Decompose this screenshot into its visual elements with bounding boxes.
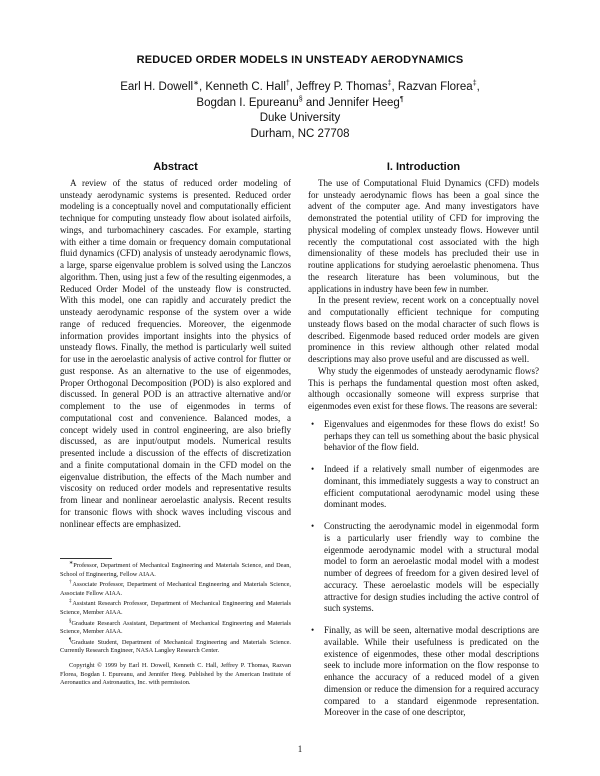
copyright-notice: Copyright © 1999 by Earl H. Dowell, Kenneth C. Hall, Jeffrey P. Thomas, Razvan Florea, Bogdan I. Epureanu, and Jennifer Heeg. Published by the American Institute of Aeronautics and Astronautics, Inc. with permission. [60,661,291,687]
intro-paragraph-2: In the present review, recent work on a conceptually novel and computationally efficient technique for computing unsteady flows based on the modal character of such flows is described. Eigenmode based reduced order models are given prominence in this review although other related modal descriptions may also prove useful and are discussed as well. [308,295,539,364]
footnote-2: †Associate Professor, Department of Mechanical Engineering and Materials Science, Associate Fellow AIAA. [60,580,292,597]
author-epureanu: Bogdan I. Epureanu [196,96,299,109]
author-mark: † [285,80,290,87]
author-hall: , Kenneth C. Hall [198,81,286,93]
footnote-5: ¶Graduate Student, Department of Mechanical Engineering and Materials Science. Currently Research Engineer, NASA Langley Research Center. [60,637,291,655]
author-block [0,80,600,142]
bullet-icon: • [311,464,315,474]
location: Durham, NC 27708 [250,127,350,140]
author-line-2 [0,96,600,112]
author-dowell: Earl H. Dowell [120,81,194,93]
footnote-4: §Graduate Research Assistant, Department of Mechanical Engineering and Materials Science, Member AIAA. [60,618,291,636]
affiliation: Duke University [259,112,341,124]
list-item: • Constructing the aerodynamic model in eigenmodal form is a particularly user friendly way to combine the eigenmode aerodynamic model with a structural modal model to form an aeroelastic modal model with a modest number of degrees of freedom for a given desired level of accuracy. These aeroelastic models will be especially attractive for design studies including the active control of such systems. [311,521,539,614]
bullet-icon: • [311,418,315,429]
bullet-icon: • [311,521,315,531]
right-column [308,162,539,729]
author-line-1: Earl H. Dowell∗, Kenneth C. Hall†, Jeffrey P. Thomas‡, Razvan Florea‡, [120,80,480,93]
author-mark: ∗ [193,80,199,87]
reasons-list [308,419,539,719]
footnote-3: ‡Assistant Research Professor, Department of Mechanical Engineering and Materials Science, Member AIAA. [60,599,292,616]
bullet-icon: • [311,625,315,635]
paper-title: REDUCED ORDER MODELS IN UNSTEADY AERODYNAMICS [136,54,464,66]
left-column [60,162,291,530]
footnote-rule [60,558,112,559]
abstract-text: A review of the status of reduced order modeling of unsteady aerodynamic systems is presented. Reduced order modeling is a conceptually novel and computationally efficient technique for computing unsteady flow about isolated airfoils, wings, and turbomachinery cascades. For example, starting with either a time domain or frequency domain computational fluid dynamics (CFD) analysis of unsteady aerodynamic flows, a large, sparse eigenvalue problem is solved using the Lanczos algorithm. Then, using just a few of the resulting eigenmodes, a Reduced Order Model of the unsteady flow is constructed. With this model, one can rapidly and accurately predict the unsteady aerodynamic response of the system over a wide range of reduced frequencies. Moreover, the eigenmode information provides important insights into the physics of unsteady flows. Finally, the method is particularly well suited for use in the aeroelastic analysis of active control for flutter or gust response. As an alternative to the use of eigenmodes, Proper Orthogonal Decomposition (POD) is also explored and discussed. In general POD is an attractive alternative and/or complement to the use of eigenmodes in terms of computational cost and convenience. Balanced modes, a concept widely used in control engineering, are also briefly discussed, as are input/output models. Numerical results presented include a discussion of the effects of discretization and a finite computational domain in the CFD model on the eigenvalue distribution, the effects of the Mach number and viscosity on reduced order models and representative results from linear and nonlinear aeroelastic analysis. Recent results for transonic flows with shock waves including viscous and nonlinear effects are emphasized. [60,177,291,529]
intro-paragraph-3: Why study the eigenmodes of unsteady aerodynamic flows? This is perhaps the fundamental question most often asked, although occasionally someone will express surprise that eigenmodes even exist for these flows. The reasons are several: [308,365,539,411]
footnote-1: ∗Professor, Department of Mechanical Engineering and Materials Science, and Dean, School of Engineering, Fellow AIAA. [60,561,291,578]
abstract-heading: Abstract [153,161,198,173]
author-heeg: and Jennifer Heeg [302,96,400,109]
author-thomas: , Jeffrey P. Thomas [289,81,388,93]
author-mark: ¶ [399,95,404,103]
list-item: • Indeed if a relatively small number of eigenmodes are dominant, this immediately suggests a way to construct an efficient computational aerodynamic model using these dominant modes. [311,464,539,510]
page-number: 1 [297,744,303,754]
intro-paragraph-1: The use of Computational Fluid Dynamics (CFD) models for unsteady aerodynamic flows has been a goal since the advent of the computer age. And many investigators have demonstrated the potential utility of CFD for improving the physical modeling of complex unsteady flows. However until recently the computational cost associated with the high dimensionality of these models has precluded their use in routine applications for studying aeroelastic phenomena. Thus the research literature has been voluminous, but the applications in industry have been few in number. [308,177,539,294]
list-item: • Eigenvalues and eigenmodes for these flows do exist! So perhaps they can tell us something about the basic physical behavior of the flow field. [311,418,539,453]
author-mark: ‡ [472,80,477,87]
list-item: • Finally, as will be seen, alternative modal descriptions are available. While their usefulness is predicated on the existence of eigenmodes, these other modal descriptions seek to include more information on the flow response to enhance the accuracy of a reduced model of a given dimension or reduce the dimension for a required accuracy compared to a standard eigenmode representation. Moreover in the case of one descriptor, [311,625,539,718]
author-mark: § [298,95,303,103]
author-florea: , Razvan Florea [391,81,473,93]
footnotes [60,562,291,690]
introduction-heading: I. Introduction [386,161,461,173]
author-mark: ‡ [387,80,392,87]
